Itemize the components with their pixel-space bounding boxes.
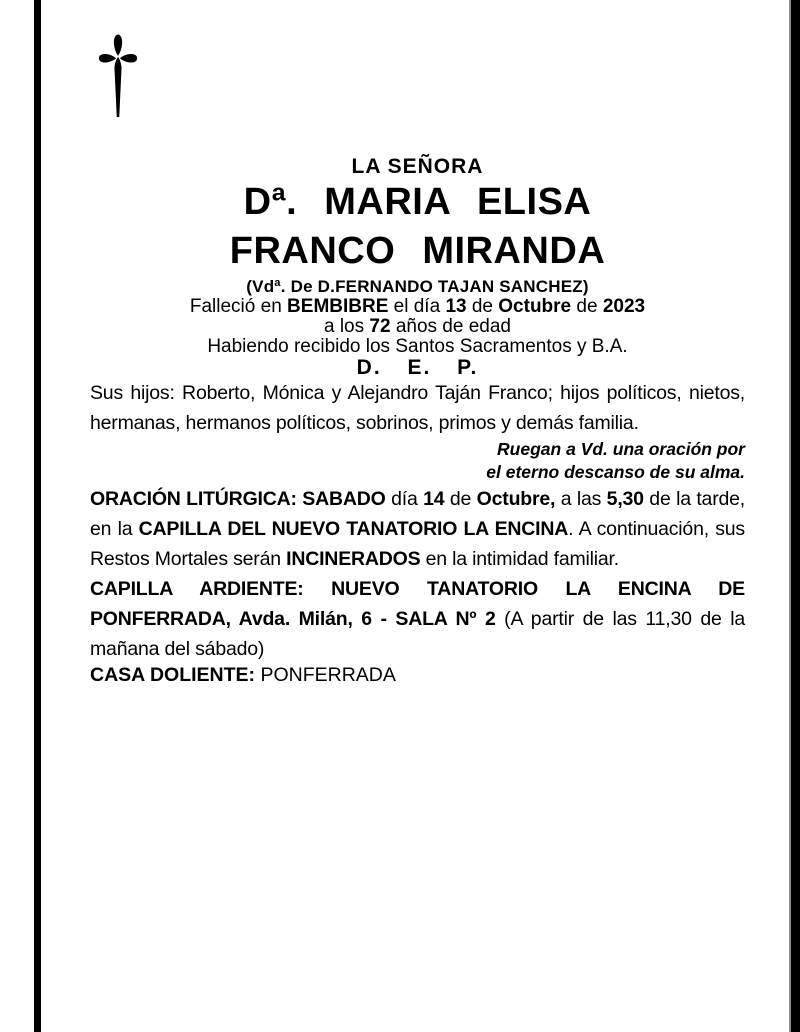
death-day: 13 bbox=[445, 296, 467, 317]
deceased-name-line2: FRANCO MIRANDA bbox=[229, 230, 606, 272]
death-date-line bbox=[90, 297, 745, 317]
death-mid1: el día bbox=[388, 296, 446, 317]
dep-abbreviation: D. E. P. bbox=[356, 356, 479, 379]
left-border-rule bbox=[34, 0, 41, 1032]
death-mid3: de bbox=[571, 296, 603, 317]
death-month: Octubre bbox=[498, 296, 572, 317]
deceased-name-line1: Dª. MARIA ELISA bbox=[243, 181, 592, 223]
age-line bbox=[90, 317, 745, 337]
liturgy-time: 5,30 bbox=[606, 488, 644, 510]
death-year: 2023 bbox=[602, 296, 646, 317]
liturgy-incinerated: INCINERADOS bbox=[286, 548, 421, 570]
mourning-house-value: PONFERRADA bbox=[255, 664, 396, 686]
page-edge-strip bbox=[791, 0, 800, 1032]
liturgy-chapel: CAPILLA DEL NUEVO TANATORIO LA ENCINA bbox=[138, 518, 569, 540]
death-place: BEMBIBRE bbox=[287, 296, 389, 317]
age-prefix: a los bbox=[323, 316, 370, 337]
wake-paragraph bbox=[90, 574, 745, 664]
liturgy-paragraph bbox=[90, 484, 745, 574]
liturgy-text: en la intimidad familiar. bbox=[420, 548, 619, 570]
mourning-house-line bbox=[90, 664, 745, 686]
wake-location: CAPILLA ARDIENTE: NUEVO TANATORIO LA ENCINA DE PONFERRADA, Avda. Milán, 6 - SALA Nº 2 bbox=[90, 578, 745, 630]
prayer-request bbox=[90, 438, 745, 484]
liturgy-title: ORACIÓN LITÚRGICA: SABADO bbox=[90, 488, 386, 510]
prayer-line2: el eterno descanso de su alma. bbox=[486, 462, 745, 482]
liturgy-day: 14 bbox=[423, 488, 445, 510]
age-value: 72 bbox=[369, 316, 391, 337]
wake-schedule: (A partir de las 11,30 de la mañana del sábado) bbox=[90, 608, 746, 660]
obituary-content bbox=[90, 0, 745, 686]
age-suffix: años de edad bbox=[390, 316, 511, 337]
honorific-title: LA SEÑORA bbox=[351, 155, 484, 178]
liturgy-text: de bbox=[444, 488, 477, 510]
liturgy-text: de la tarde, en la bbox=[90, 488, 746, 540]
liturgy-text: a las bbox=[555, 488, 607, 510]
family-paragraph: Sus hijos: Roberto, Mónica y Alejandro Taján Franco; hijos políticos, nietos, hermanas, hermanos políticos, sobrinos, primos y demás familia. bbox=[90, 382, 745, 434]
liturgy-text: . A continuación, sus Restos Mortales serán bbox=[90, 518, 745, 570]
death-mid2: de bbox=[466, 296, 499, 317]
widow-note: (Vdª. De D.FERNANDO TAJAN SANCHEZ) bbox=[246, 277, 589, 296]
mourning-house-label: CASA DOLIENTE: bbox=[90, 664, 256, 686]
deceased-name bbox=[90, 178, 745, 276]
sacraments-line: Habiendo recibido los Santos Sacramentos y B.A. bbox=[207, 336, 628, 357]
prayer-line1: Ruegan a Vd. una oración por bbox=[497, 439, 745, 459]
liturgy-month: Octubre, bbox=[476, 488, 556, 510]
death-prefix: Falleció en bbox=[189, 296, 288, 317]
liturgy-text: día bbox=[385, 488, 424, 510]
